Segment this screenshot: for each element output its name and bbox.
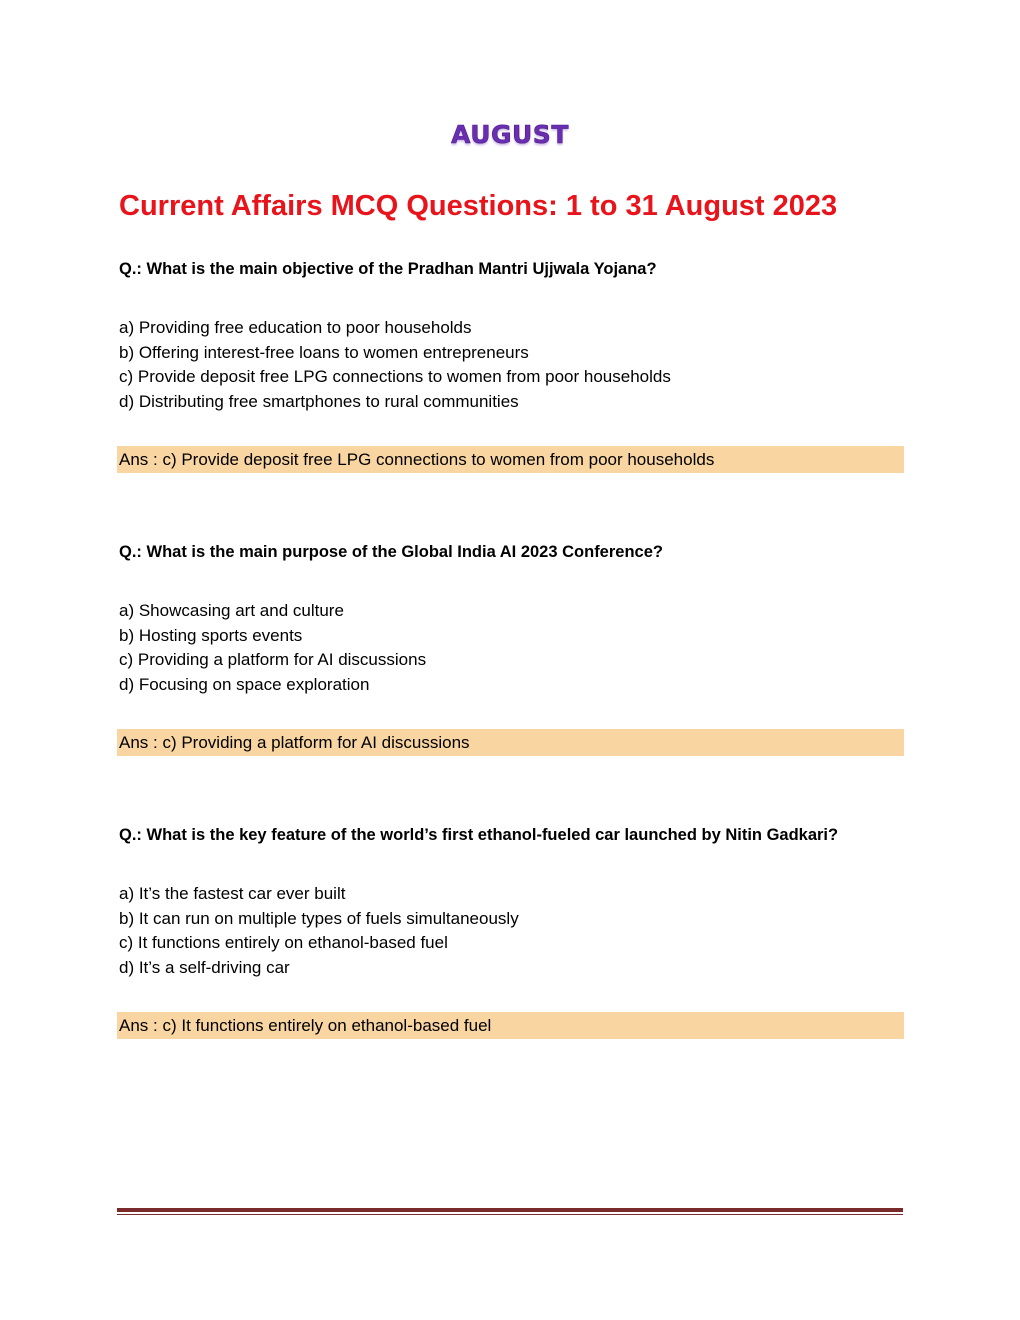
question-block-2 (119, 540, 904, 756)
option-a: a) It’s the fastest car ever built (119, 884, 346, 903)
option-a: a) Providing free education to poor households (119, 318, 472, 337)
month-title (0, 118, 1020, 152)
question-text: Q.: What is the main purpose of the Global India AI 2023 Conference? (119, 543, 663, 561)
option-c: c) Providing a platform for AI discussions (119, 650, 427, 669)
question-block-1 (119, 257, 904, 473)
option-d: d) Distributing free smartphones to rural communities (119, 391, 519, 411)
page-title: Current Affairs MCQ Questions: 1 to 31 August 2023 (119, 190, 838, 222)
footer-divider (117, 1208, 903, 1215)
option-d: d) It’s a self-driving car (119, 957, 290, 977)
option-b: b) It can run on multiple types of fuels simultaneously (119, 908, 519, 928)
options-list (119, 599, 904, 697)
question-text: Q.: What is the main objective of the Pradhan Mantri Ujjwala Yojana? (119, 260, 657, 278)
footer-divider-thin (117, 1214, 903, 1215)
month-label: AUGUST (451, 120, 569, 149)
question-block-3 (119, 823, 904, 1039)
option-c: c) It functions entirely on ethanol-based fuel (119, 933, 448, 952)
option-c: c) Provide deposit free LPG connections to women from poor households (119, 367, 671, 386)
answer-highlight: Ans : c) It functions entirely on ethanol-based fuel (117, 1012, 904, 1039)
options-list (119, 316, 904, 414)
option-a: a) Showcasing art and culture (119, 601, 344, 620)
footer-divider-thick (117, 1208, 903, 1212)
options-list (119, 882, 904, 980)
option-d: d) Focusing on space exploration (119, 674, 370, 694)
option-b: b) Offering interest-free loans to women entrepreneurs (119, 342, 529, 362)
answer-highlight: Ans : c) Provide deposit free LPG connections to women from poor households (117, 446, 904, 473)
answer-highlight: Ans : c) Providing a platform for AI discussions (117, 729, 904, 756)
option-b: b) Hosting sports events (119, 625, 303, 645)
question-text: Q.: What is the key feature of the world’s first ethanol-fueled car launched by Nitin Gadkari? (119, 826, 839, 844)
